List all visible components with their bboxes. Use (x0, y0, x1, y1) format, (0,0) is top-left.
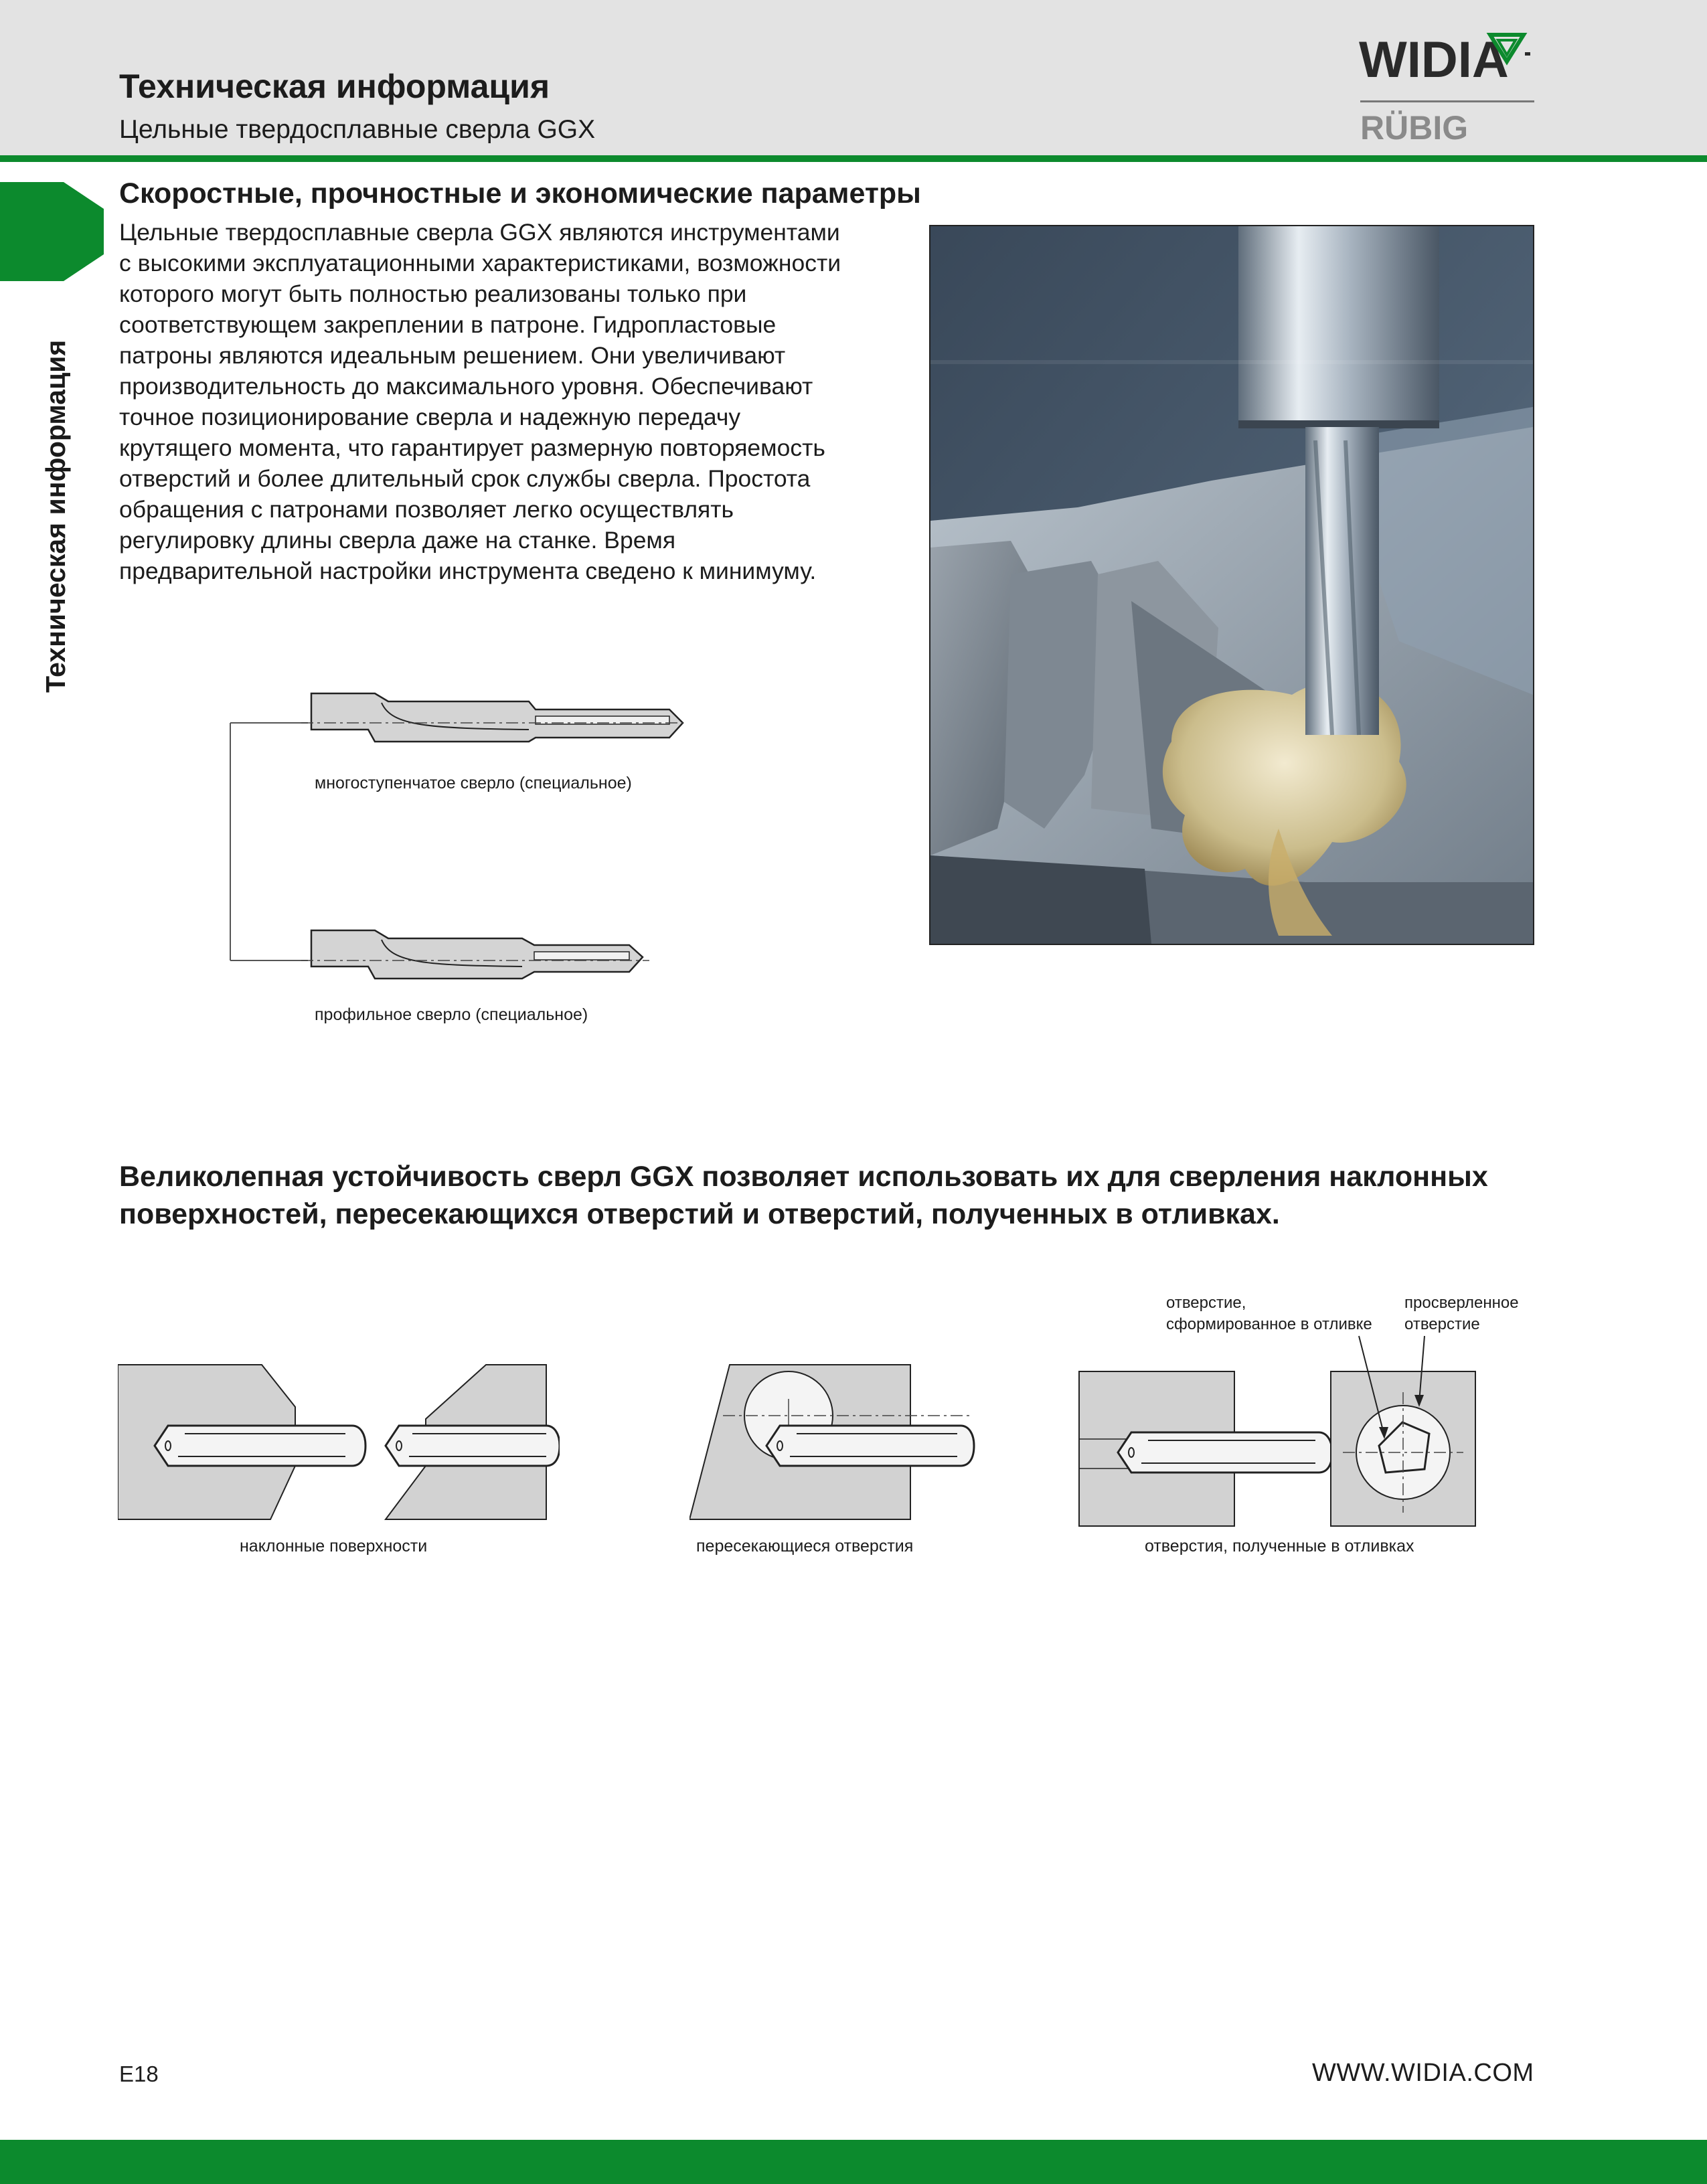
section-heading: Скоростные, прочностные и экономические параметры (119, 177, 921, 209)
intersecting-caption: пересекающиеся отверстия (696, 1537, 914, 1556)
widia-rubig-logo (1359, 27, 1540, 147)
intersecting-holes-diagram (689, 1359, 984, 1573)
special-drills-diagram (214, 676, 696, 1037)
cast-hole-label-line2: сформированное в отливке (1166, 1315, 1372, 1333)
multistep-drill-drawing (301, 693, 683, 742)
multistep-drill-caption: многоступенчатое сверло (специальное) (315, 774, 632, 792)
profile-drill-caption: профильное сверло (специальное) (315, 1005, 588, 1024)
logo-divider (1360, 100, 1534, 102)
inclined-drill-1 (155, 1426, 365, 1466)
drilling-photo-image (930, 226, 1533, 944)
drilled-hole-label-line2: отверстие (1404, 1315, 1480, 1333)
page-number: E18 (119, 2062, 159, 2086)
inclined-caption: наклонные поверхности (240, 1537, 428, 1556)
header-rule (0, 155, 1707, 162)
cast-caption: отверстия, полученные в отливках (1145, 1537, 1414, 1556)
logo-widia-text: WIDIA (1359, 31, 1509, 88)
profile-drill-drawing (301, 930, 649, 979)
cast-holes-diagram (1071, 1285, 1540, 1573)
section-heading: Великолепная устойчивость сверл GGX позволяет использовать их для сверления наклонных поверхностей, пересекающихся отверстий и отверстий, полученных в отливках. (119, 1161, 1488, 1230)
page-subtitle: Цельные твердосплавные сверла GGX (119, 115, 596, 144)
page-title: Техническая информация (119, 68, 550, 105)
footer-bar (0, 2140, 1707, 2184)
footer-url-link[interactable]: WWW.WIDIA.COM (1312, 2059, 1534, 2087)
side-tab-label: Техническая информация (40, 339, 71, 693)
drilled-hole-label-line1: просверленное (1404, 1294, 1519, 1312)
intersecting-drill (766, 1426, 974, 1466)
inclined-surfaces-diagram (118, 1359, 560, 1573)
section-body-text: Цельные твердосплавные сверла GGX являются инструментами с высокими эксплуатационными характеристиками, возможности которого могут быть полностью реализованы только при соответствующем закреплении в патроне. Гидропластовые патроны являются идеальным решением. Они увеличивают производительность до максимального уровня. Обеспечивают точное позиционирование сверла и надежную передачу крутящего момента, что гарантирует размерную повторяемость отверстий и более длительный срок службы сверла. Простота обращения с патронами позволяет легко осуществлять регулировку длины сверла даже на станке. Время предварительной настройки инструмента сведено к минимуму. (119, 219, 841, 584)
side-tab-marker (0, 182, 104, 281)
logo-rubig-text: RÜBIG (1360, 109, 1469, 147)
drilling-photo (929, 225, 1534, 945)
cast-drill (1118, 1432, 1332, 1473)
cast-hole-label-line1: отверстие, (1166, 1294, 1246, 1312)
inclined-drill-2 (386, 1426, 560, 1466)
